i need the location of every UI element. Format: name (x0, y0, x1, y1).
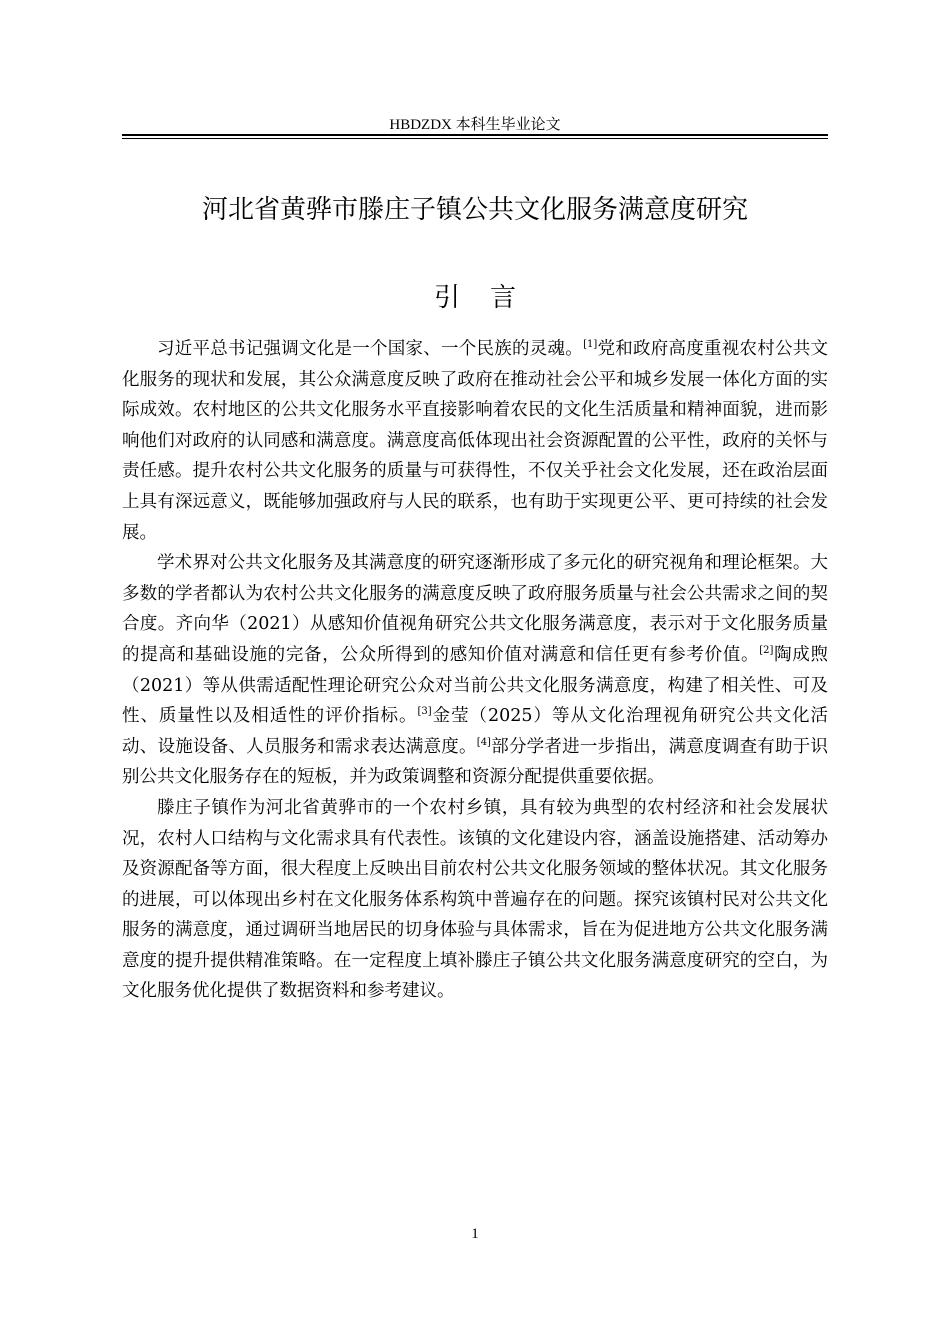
page-number: 1 (471, 1226, 479, 1242)
paragraph-text: 滕庄子镇作为河北省黄骅市的一个农村乡镇，具有较为典型的农村经济和社会发展状况，农村人口结构与文化需求具有代表性。该镇的文化建设内容，涵盖设施搭建、活动筹办及资源配备等方面，很大程度上反映出目前农村公共文化服务领域的整体状况。其文化服务的进展，可以体现出乡村在文化服务体系构筑中普遍存在的问题。探究该镇村民对公共文化服务的满意度，通过调研当地居民的切身体验与具体需求，旨在为促进地方公共文化服务满意度的提升提供精准策略。在一定程度上填补滕庄子镇公共文化服务满意度研究的空白，为文化服务优化提供了数据资料和参考建议。 (122, 797, 828, 1002)
paragraph-text: 学术界对公共文化服务及其满意度的研究逐渐形成了多元化的研究视角和理论框架。大多数的学者都认为农村公共文化服务的满意度反映了政府服务质量与社会公共需求之间的契合度。齐向华（2021）从感知价值视角研究公共文化服务满意度，表示对于文化服务质量的提高和基础设施的完备，公众所得到的感知价值对满意和信任更有参考价值。 (122, 553, 828, 665)
paragraph (122, 334, 828, 548)
citation-marker: [1] (583, 339, 598, 350)
paper-title: 河北省黄骅市滕庄子镇公共文化服务满意度研究 (201, 195, 748, 225)
paragraph-text: 党和政府高度重视农村公共文化服务的现状和发展，其公众满意度反映了政府在推动社会公平和城乡发展一体化方面的实际成效。农村地区的公共文化服务水平直接影响着农民的文化生活质量和精神面貌，进而影响他们对政府的认同感和满意度。满意度高低体现出社会资源配置的公平性，政府的关怀与责任感。提升农村公共文化服务的质量与可获得性，不仅关乎社会文化发展，还在政治层面上具有深远意义，既能够加强政府与人民的联系，也有助于实现更公平、更可持续的社会发展。 (122, 339, 829, 543)
paragraph-text: 金莹（2025）等从文化治理视角研究公共文化活动、设施设备、人员服务和需求表达满意度。 (122, 706, 828, 757)
citation-marker: [3] (417, 706, 432, 718)
paragraph-text: 陶成煦（2021）等从供需适配性理论研究公众对当前公共文化服务满意度，构建了相关性、可及性、质量性以及相适性的评价指标。 (122, 644, 829, 727)
header-rule-thick (122, 134, 828, 136)
body-text (122, 334, 828, 1007)
running-header: HBDZDX 本科生毕业论文 (389, 117, 561, 133)
citation-marker: [4] (476, 736, 491, 748)
paragraph-text: 习近平总书记强调文化是一个国家、一个民族的灵魂。 (157, 339, 584, 359)
paragraph (122, 793, 828, 1007)
citation-marker: [2] (759, 644, 774, 656)
header-rule-thin (122, 138, 828, 139)
paragraph (122, 548, 828, 793)
section-heading: 引言 (433, 283, 546, 313)
paragraph-text: 部分学者进一步指出，满意度调查有助于识别公共文化服务存在的短板，并为政策调整和资源分配提供重要依据。 (122, 736, 829, 788)
